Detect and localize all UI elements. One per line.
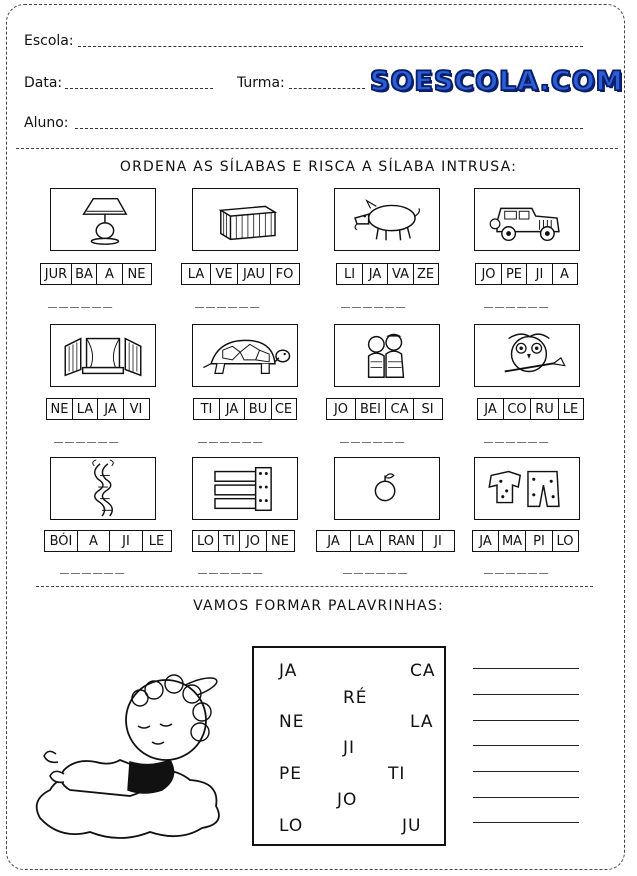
jiboia-icon: [51, 458, 155, 519]
syllable-ji: JI: [343, 738, 356, 758]
syllable-box[interactable]: VI: [123, 398, 150, 420]
kids-icon: [335, 325, 439, 386]
syllable-row-10: [192, 530, 293, 552]
picture-4: [474, 188, 580, 251]
syllable-ti: TI: [388, 764, 406, 784]
lamp-icon: [51, 189, 155, 250]
syllable-row-11: [316, 530, 453, 552]
pajamas-icon: [475, 458, 579, 519]
window-icon: [51, 325, 155, 386]
syllable-box[interactable]: JO: [239, 530, 267, 552]
syllable-row-12: [472, 530, 577, 552]
syllable-box[interactable]: JUR: [40, 263, 72, 285]
syllable-box[interactable]: VA: [387, 263, 414, 285]
syllable-box[interactable]: BÓI: [44, 530, 78, 552]
word-answer-line[interactable]: [473, 771, 579, 772]
syllable-box[interactable]: JA: [219, 398, 246, 420]
aluno-label: Aluno:: [24, 115, 69, 131]
syllable-box[interactable]: CO: [503, 398, 532, 420]
data-label: Data:: [24, 75, 63, 91]
syllable-ja: JA: [279, 661, 298, 681]
syllable-pe: PE: [279, 764, 302, 784]
jeep-icon: [475, 189, 579, 250]
escola-field[interactable]: [78, 46, 583, 47]
syllable-box[interactable]: A: [552, 263, 578, 285]
syllable-box[interactable]: LA: [181, 263, 211, 285]
syllable-box[interactable]: LA: [72, 398, 99, 420]
syllable-la: LA: [410, 712, 434, 732]
picture-3: [334, 188, 440, 251]
word-answer-line[interactable]: [473, 745, 579, 746]
syllable-row-5: [46, 398, 148, 420]
syllable-box[interactable]: ZE: [413, 263, 439, 285]
syllable-row-1: [40, 263, 150, 285]
syllable-row-9: [44, 530, 170, 552]
syllable-box[interactable]: BA: [71, 263, 98, 285]
syllable-box[interactable]: JA: [472, 530, 499, 552]
syllable-lo: LO: [279, 816, 304, 836]
brand-logo: SOESCOLA.COM: [370, 66, 624, 97]
turma-field[interactable]: [289, 88, 365, 89]
syllable-box[interactable]: JI: [526, 263, 553, 285]
syllable-box[interactable]: LI: [336, 263, 363, 285]
syllable-row-8: [477, 398, 582, 420]
turtle-icon: [193, 325, 297, 386]
syllable-box[interactable]: PI: [525, 530, 553, 552]
syllable-box[interactable]: JO: [475, 263, 502, 285]
answer-blank[interactable]: ______: [340, 425, 407, 443]
answer-blank[interactable]: ______: [198, 556, 265, 574]
word-answer-line[interactable]: [473, 797, 579, 798]
data-field[interactable]: [65, 88, 213, 89]
syllable-box[interactable]: A: [77, 530, 111, 552]
syllable-box[interactable]: JO: [326, 398, 356, 420]
syllable-row-2: [181, 263, 298, 285]
word-answer-line[interactable]: [473, 720, 579, 721]
syllable-box[interactable]: JI: [109, 530, 143, 552]
syllable-re: RÉ: [343, 688, 368, 708]
answer-blank[interactable]: ______: [484, 556, 551, 574]
word-answer-line[interactable]: [473, 822, 579, 823]
bricks-icon: [193, 458, 297, 519]
orange-icon: [335, 458, 439, 519]
syllable-box[interactable]: JA: [316, 530, 351, 552]
syllable-box[interactable]: NE: [266, 530, 295, 552]
picture-11: [334, 457, 440, 520]
syllable-box[interactable]: JA: [362, 263, 389, 285]
picture-12: [474, 457, 580, 520]
answer-blank[interactable]: ______: [484, 425, 551, 443]
answer-blank[interactable]: ______: [48, 290, 115, 308]
answer-blank[interactable]: ______: [195, 290, 262, 308]
picture-8: [474, 324, 580, 387]
syllable-box[interactable]: RAN: [380, 530, 423, 552]
section1-title: ORDENA AS SÍLABAS E RISCA A SÍLABA INTRUSA:: [119, 159, 518, 175]
syllable-box[interactable]: LO: [192, 530, 219, 552]
syllable-ju: JU: [402, 816, 422, 836]
answer-blank[interactable]: ______: [343, 556, 410, 574]
syllable-box[interactable]: NE: [122, 263, 152, 285]
answer-blank[interactable]: ______: [198, 425, 265, 443]
turma-label: Turma:: [237, 75, 285, 91]
word-answer-line[interactable]: [473, 668, 579, 669]
syllable-box[interactable]: SI: [413, 398, 443, 420]
syllable-box[interactable]: TI: [218, 530, 241, 552]
aluno-field[interactable]: [75, 128, 583, 129]
syllable-ca: CA: [410, 661, 436, 681]
syllable-box[interactable]: BU: [244, 398, 272, 420]
syllable-box[interactable]: LE: [558, 398, 584, 420]
syllable-box[interactable]: BEI: [355, 398, 387, 420]
syllable-box[interactable]: LO: [552, 530, 579, 552]
syllable-box[interactable]: JA: [97, 398, 124, 420]
syllable-box[interactable]: MA: [498, 530, 527, 552]
syllable-row-4: [475, 263, 576, 285]
sleeping-child-icon: [20, 650, 235, 850]
syllable-row-3: [336, 263, 437, 285]
section-separator: [36, 586, 593, 587]
syllable-box[interactable]: TI: [193, 398, 220, 420]
syllable-jo: JO: [337, 790, 358, 810]
picture-9: [50, 457, 156, 520]
syllable-box[interactable]: NE: [46, 398, 73, 420]
picture-7: [334, 324, 440, 387]
syllable-box[interactable]: JI: [422, 530, 455, 552]
picture-1: [50, 188, 156, 251]
picture-6: [192, 324, 298, 387]
syllable-box[interactable]: A: [96, 263, 123, 285]
syllable-box[interactable]: CE: [271, 398, 297, 420]
syllable-box[interactable]: FO: [270, 263, 300, 285]
cage-icon: [193, 189, 297, 250]
syllable-box[interactable]: PE: [501, 263, 528, 285]
picture-5: [50, 324, 156, 387]
answer-blank[interactable]: ______: [54, 425, 121, 443]
syllable-box[interactable]: LE: [142, 530, 172, 552]
syllable-grid: [252, 646, 446, 846]
picture-10: [192, 457, 298, 520]
syllable-row-7: [326, 398, 441, 420]
syllable-row-6: [193, 398, 295, 420]
section2-title: VAMOS FORMAR PALAVRINHAS:: [193, 598, 444, 614]
escola-label: Escola:: [24, 33, 74, 49]
syllable-box[interactable]: VE: [210, 263, 239, 285]
answer-blank[interactable]: ______: [341, 290, 408, 308]
boar-icon: [335, 189, 439, 250]
syllable-box[interactable]: RU: [530, 398, 559, 420]
answer-blank[interactable]: ______: [60, 556, 127, 574]
picture-2: [192, 188, 298, 251]
word-answer-line[interactable]: [473, 694, 579, 695]
syllable-ne: NE: [279, 712, 305, 732]
syllable-box[interactable]: LA: [350, 530, 382, 552]
syllable-box[interactable]: JA: [477, 398, 504, 420]
header-separator: [16, 148, 618, 149]
answer-blank[interactable]: ______: [484, 290, 551, 308]
syllable-box[interactable]: CA: [385, 398, 414, 420]
owl-icon: [475, 325, 579, 386]
syllable-box[interactable]: JAU: [237, 263, 271, 285]
